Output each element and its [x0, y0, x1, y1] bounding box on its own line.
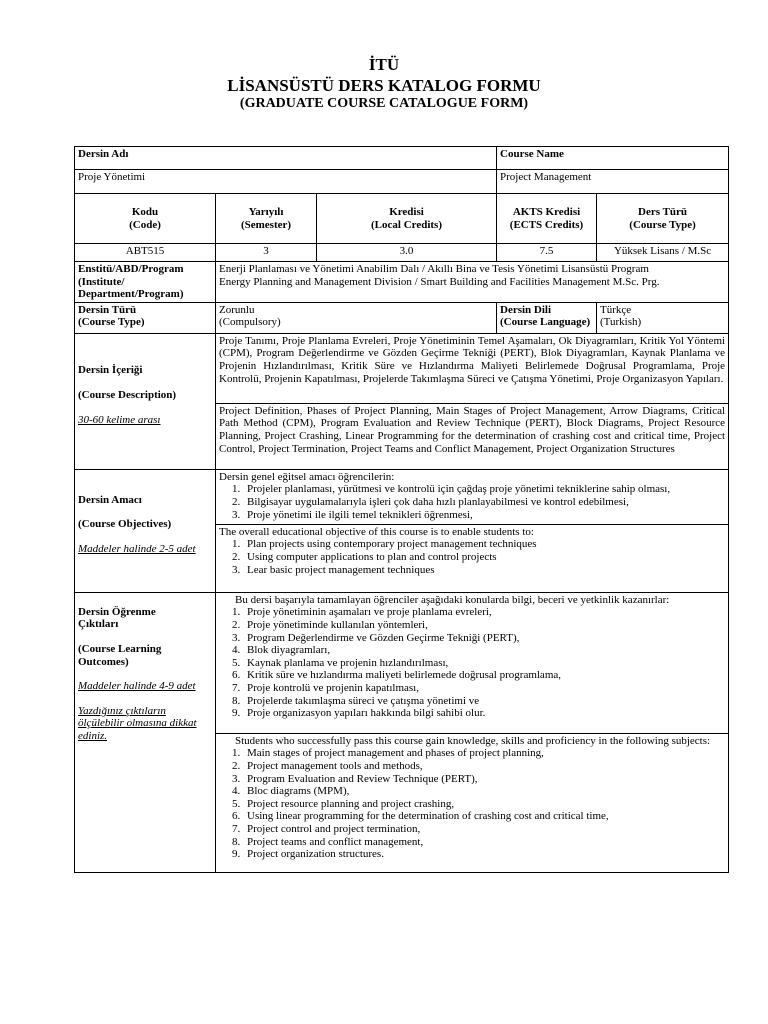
outcomes-en	[216, 733, 729, 872]
outcome-item: 6. Using linear programming for the determination of crashing cost and critical time,	[243, 810, 725, 823]
objective-item: 3. Proje yönetimi ile ilgili temel teknikleri öğrenmesi,	[243, 509, 725, 522]
outcome-item: 6. Kritik süre ve hızlandırma maliyeti belirlemede doğrusal programlama,	[243, 669, 725, 682]
code-header: Kodu (Code)	[75, 194, 216, 244]
objectives-intro-en: The overall educational objective of this course is to enable students to:	[219, 525, 534, 538]
form-subtitle: (GRADUATE COURSE CATALOGUE FORM)	[239, 96, 529, 111]
course-name-label-tr: Dersin Adı	[75, 147, 497, 170]
outcome-item: 3. Program Evaluation and Review Technique (PERT),	[243, 773, 725, 786]
objective-item: 1. Plan projects using contemporary project management techniques	[243, 538, 725, 551]
objectives-en	[216, 524, 729, 592]
objectives-tr	[216, 469, 729, 524]
course-language-value: Türkçe (Turkish)	[597, 302, 729, 333]
description-text-en: Project Definition, Phases of Project Planning, Main Stages of Project Management, Arrow Diagrams, Critical Path Method (CPM), Program Evaluation and Review Technique (PERT), Block Diagrams, Project Resource Planning, Project Crashing, Linear Programming for the determination of crashing cost and critical time, Project Control, Project Termination, Project Teams and Conflict Management, Project Organization Structures	[216, 403, 729, 469]
credits-value: 3.0	[317, 244, 497, 262]
outcome-item: 3. Program Değerlendirme ve Gözden Geçirme Tekniği (PERT),	[243, 632, 725, 645]
institute-value: Enerji Planlaması ve Yönetimi Anabilim Dalı / Akıllı Bina ve Tesis Yönetimi Lisansüstü Program Energy Planning and Management Division / Smart Building and Facilities Management M.Sc. Prg.	[216, 262, 729, 303]
outcomes-label: Dersin Öğrenme Çıktıları (Course Learning Outcomes) Maddeler halinde 4-9 adet Yazdığınız çıktıların ölçülebilir olmasına dikkat ediniz.	[75, 592, 216, 872]
objectives-intro-tr: Dersin genel eğitsel amacı öğrencilerin:	[219, 470, 395, 483]
course-type-header: Ders Türü (Course Type)	[597, 194, 729, 244]
outcome-item: 8. Projelerde takımlaşma süreci ve çatışma yönetimi ve	[243, 695, 725, 708]
outcome-item: 4. Blok diyagramları,	[243, 644, 725, 657]
outcome-item: 9. Proje organizasyon yapıları hakkında bilgi sahibi olur.	[243, 707, 725, 720]
outcomes-intro-tr: Bu dersi başarıyla tamamlayan öğrenciler aşağıdaki konularda bilgi, beceri ve yetkinlik kazanırlar:	[235, 593, 670, 606]
course-type-label: Dersin Türü (Course Type)	[75, 302, 216, 333]
semester-header: Yarıyılı (Semester)	[216, 194, 317, 244]
objective-item: 2. Bilgisayar uygulamalarıyla işleri çok daha hızlı planlayabilmesi ve kontrol edebilmesi,	[243, 496, 725, 509]
outcome-item: 7. Proje kontrolü ve projenin kapatılması,	[243, 682, 725, 695]
outcomes-tr	[216, 592, 729, 733]
outcome-item: 7. Project control and project termination,	[243, 823, 725, 836]
description-text-tr: Proje Tanımı, Proje Planlama Evreleri, Proje Yönetiminin Temel Aşamaları, Ok Diyagramları, Kritik Yol Yöntemi (CPM), Program Değerlendirme ve Gözden Geçirme Tekniği (PERT), Blok Diyagramları, Kaynak Planlama ve Projenin Hızlandırılması, Kritik Süre ve Hızlandırma Maliyeti Belirlemede Doğrusal Programlama, Proje Kontrolü, Projenin Kapatılması, Projelerde Takımlaşma Süreci ve Çatışma Yönetimi, Proje Organizasyon Yapıları.	[216, 333, 729, 403]
course-name-value-en: Project Management	[497, 170, 729, 194]
ects-value: 7.5	[497, 244, 597, 262]
outcome-item: 4. Bloc diagrams (MPM),	[243, 785, 725, 798]
outcome-item: 9. Project organization structures.	[243, 848, 725, 861]
course-name-label-en: Course Name	[497, 147, 729, 170]
outcome-item: 2. Project management tools and methods,	[243, 760, 725, 773]
course-catalogue-table	[74, 146, 729, 873]
credits-header: Kredisi (Local Credits)	[317, 194, 497, 244]
objectives-label: Dersin Amacı (Course Objectives) Maddeler halinde 2-5 adet	[75, 469, 216, 592]
course-type-detail: Zorunlu (Compulsory)	[216, 302, 497, 333]
outcome-item: 1. Main stages of project management and phases of project planning,	[243, 747, 725, 760]
outcome-item: 5. Project resource planning and project crashing,	[243, 798, 725, 811]
code-value: ABT515	[75, 244, 216, 262]
semester-value: 3	[216, 244, 317, 262]
description-label: Dersin İçeriği (Course Description) 30-60 kelime arası	[75, 333, 216, 469]
outcome-item: 5. Kaynak planlama ve projenin hızlandırılması,	[243, 657, 725, 670]
objective-item: 1. Projeler planlaması, yürütmesi ve kontrolü için çağdaş proje yönetimi tekniklerine sahip olması,	[243, 483, 725, 496]
form-title: LİSANSÜSTÜ DERS KATALOG FORMU	[227, 76, 541, 95]
ects-header: AKTS Kredisi (ECTS Credits)	[497, 194, 597, 244]
outcome-item: 1. Proje yönetiminin aşamaları ve proje planlama evreleri,	[243, 606, 725, 619]
university-title: İTÜ	[368, 55, 400, 74]
objective-item: 3. Lear basic project management techniques	[243, 564, 725, 577]
outcomes-intro-en: Students who successfully pass this course gain knowledge, skills and proficiency in the following subjects:	[235, 734, 711, 747]
course-type-value: Yüksek Lisans / M.Sc	[597, 244, 729, 262]
objective-item: 2. Using computer applications to plan and control projects	[243, 551, 725, 564]
course-name-value-tr: Proje Yönetimi	[75, 170, 497, 194]
course-language-label: Dersin Dili (Course Language)	[497, 302, 597, 333]
outcome-item: 8. Project teams and conflict management,	[243, 836, 725, 849]
outcome-item: 2. Proje yönetiminde kullanılan yöntemleri,	[243, 619, 725, 632]
institute-label: Enstitü/ABD/Program (Institute/ Department/Program)	[75, 262, 216, 303]
